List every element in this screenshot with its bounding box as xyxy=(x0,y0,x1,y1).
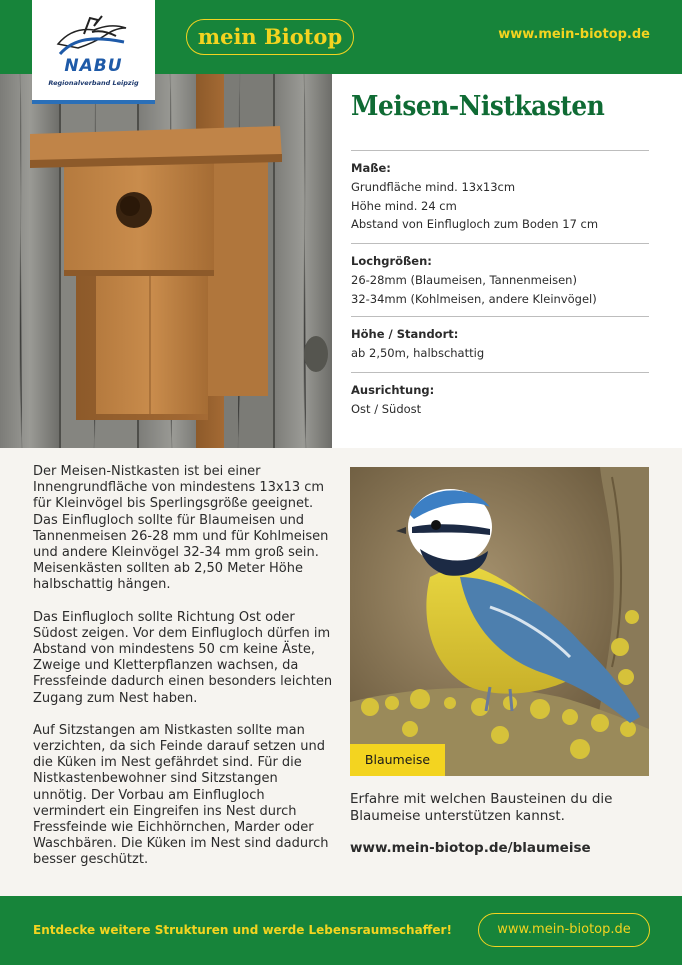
section-heading: Höhe / Standort: xyxy=(351,327,459,341)
blue-tit-photo xyxy=(350,467,649,776)
section-line: Höhe mind. 24 cm xyxy=(351,198,457,213)
section-heading: Ausrichtung: xyxy=(351,383,435,397)
bird-cta-text: Erfahre mit welchen Bausteinen du die Blaumeise unterstützen kannst. xyxy=(350,791,613,824)
section-masse xyxy=(351,150,649,234)
header-url-link[interactable]: www.mein-biotop.de xyxy=(498,27,650,42)
nest-box-photo xyxy=(0,74,332,448)
body-paragraph: Das Einflugloch sollte Richtung Ost oder Südost zeigen. Vor dem Einflugloch dürfen im Abstand von mindestens 50 cm keine Äste, Zweige und Kletterpflanzen wachsen, da Fressfeinde dadurch einen besonders leichten Zugang zum Nest haben. xyxy=(33,609,333,706)
footer-tagline: Entdecke weitere Strukturen und werde Lebensraumschaffer! xyxy=(33,923,452,937)
body-text xyxy=(33,464,333,885)
section-heading: Maße: xyxy=(351,161,391,175)
info-panel xyxy=(332,74,682,448)
footer-bar xyxy=(0,896,682,965)
logo-subtitle: Regionalverband Leipzig xyxy=(48,79,139,87)
bird-species-label: Blaumeise xyxy=(350,744,445,776)
section-hoehe-standort xyxy=(351,316,649,363)
body-paragraph: Auf Sitzstangen am Nistkasten sollte man verzichten, da sich Feinde darauf setzen und die Küken im Nest gefährdet sind. Für die Nistkastenbewohner sind Sitzstangen unnötig. Der Vorbau am Einflugloch vermindert ein Eingreifen ins Nest durch Fressfeinde wie Eichhörnchen, Marder oder Waschbären. Die Küken im Nest sind dadurch besser geschützt. xyxy=(33,722,329,868)
section-heading: Lochgrößen: xyxy=(351,254,432,268)
section-line: Ost / Südost xyxy=(351,402,422,416)
section-line: Abstand von Einflugloch zum Boden 17 cm xyxy=(351,217,599,231)
body-paragraph: Der Meisen-Nistkasten ist bei einer Innengrundfläche von mindestens 13x13 cm für Kleinvögel bis Sperlingsgröße geeignet. Das Einflugloch sollte für Blaumeisen und Tannenmeisen 26-28 mm und für Kohlmeisen und andere Kleinvögel 32-34 mm groß sein. Meisenkästen sollten ab 2,50 Meter Höhe halbschattig hängen. xyxy=(33,464,329,593)
stork-icon xyxy=(54,14,134,56)
nabu-logo[interactable] xyxy=(32,0,155,104)
section-lochgroessen xyxy=(351,243,649,308)
section-line: ab 2,50m, halbschattig xyxy=(351,346,485,360)
brand-badge[interactable]: mein Biotop xyxy=(186,19,354,55)
bird-url-link[interactable]: www.mein-biotop.de/blaumeise xyxy=(350,840,591,856)
page-title: Meisen-Nistkasten xyxy=(351,91,605,122)
logo-name: NABU xyxy=(64,56,123,76)
footer-url-button[interactable]: www.mein-biotop.de xyxy=(478,913,650,947)
section-line: 32-34mm (Kohlmeisen, andere Kleinvögel) xyxy=(351,291,597,306)
section-line: Grundfläche mind. 13x13cm xyxy=(351,180,516,194)
section-ausrichtung xyxy=(351,372,649,419)
section-line: 26-28mm (Blaumeisen, Tannenmeisen) xyxy=(351,273,577,287)
